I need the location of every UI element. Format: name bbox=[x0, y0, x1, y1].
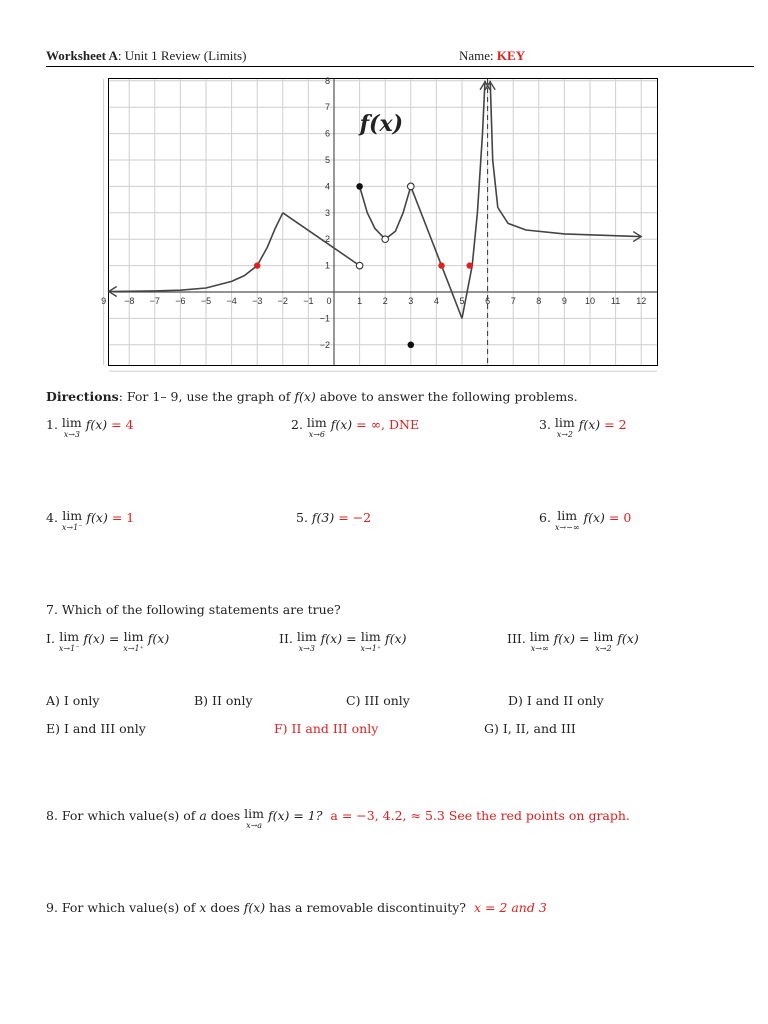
problem-text: does bbox=[206, 808, 245, 823]
x-tick-label: −5 bbox=[200, 296, 212, 306]
directions-text-2: above to answer the following problems. bbox=[315, 389, 578, 404]
red-point bbox=[254, 262, 260, 268]
problem-8 bbox=[46, 808, 630, 830]
y-tick-label: 6 bbox=[324, 128, 330, 139]
x-tick-label: −1 bbox=[303, 296, 314, 306]
y-tick-label: 7 bbox=[324, 102, 330, 113]
x-tick-label: 4 bbox=[433, 296, 439, 306]
function-graph bbox=[101, 75, 657, 365]
x-tick-label: 9 bbox=[561, 296, 567, 306]
problem-answer: x = 2 and 3 bbox=[473, 900, 547, 915]
closed-point bbox=[356, 183, 363, 190]
statement-expression: f(x) = bbox=[316, 631, 361, 646]
limit-operator: lim x→−∞ bbox=[554, 508, 580, 532]
x-tick-label: −3 bbox=[252, 296, 263, 306]
graph-frame bbox=[101, 75, 658, 366]
graph-title: f(x) bbox=[359, 110, 404, 137]
statement-number: II. bbox=[279, 631, 293, 646]
problem-number: 1. bbox=[46, 417, 58, 432]
problem-6 bbox=[539, 510, 631, 532]
problem-expression: f(x) bbox=[579, 510, 609, 525]
y-tick-label: 2 bbox=[324, 234, 330, 245]
problem-answer: = 2 bbox=[604, 417, 627, 432]
problem-number: 2. bbox=[291, 417, 303, 432]
name-value: KEY bbox=[496, 48, 526, 63]
problem-4 bbox=[46, 510, 134, 532]
worksheet-heading bbox=[46, 48, 246, 64]
statement-1 bbox=[46, 631, 169, 653]
problem-variable: x bbox=[199, 900, 207, 915]
problem-function: f(x) bbox=[243, 900, 266, 915]
statement-number: III. bbox=[507, 631, 526, 646]
closed-point bbox=[408, 342, 415, 349]
x-tick-label: 0 bbox=[326, 296, 332, 306]
problem-text: 8. For which value(s) of bbox=[46, 808, 200, 823]
y-tick-label: 5 bbox=[324, 155, 330, 165]
x-tick-label: 10 bbox=[584, 296, 596, 306]
limit-operator: lim x→3 bbox=[61, 415, 82, 439]
statement-3 bbox=[507, 631, 639, 653]
y-tick-label: 4 bbox=[324, 181, 330, 192]
x-tick-label: −2 bbox=[277, 296, 288, 306]
curve-segment bbox=[462, 81, 485, 319]
red-point bbox=[466, 262, 472, 268]
problem-1 bbox=[46, 417, 134, 439]
x-tick-label: 7 bbox=[510, 296, 516, 306]
choice-f-answer: F) II and III only bbox=[274, 721, 379, 736]
name-label: Name: bbox=[459, 48, 497, 63]
problem-expression: f(x) bbox=[81, 417, 112, 432]
problem-answer: = 4 bbox=[111, 417, 134, 432]
problem-number: 6. bbox=[539, 510, 551, 525]
y-tick-label: −1 bbox=[319, 313, 330, 324]
problem-answer: = 0 bbox=[608, 510, 632, 525]
choice-b: B) II only bbox=[194, 693, 253, 708]
directions-text: : For 1– 9, use the graph of bbox=[118, 389, 295, 404]
problem-text: 9. For which value(s) of bbox=[46, 900, 200, 915]
x-tick-label: 5 bbox=[459, 296, 465, 306]
header-rule bbox=[46, 66, 754, 67]
problem-expression: f(x) bbox=[82, 510, 112, 525]
x-tick-label: 6 bbox=[485, 296, 491, 306]
directions-label: Directions bbox=[46, 389, 119, 404]
statement-expression: f(x) = bbox=[79, 631, 124, 646]
curve-segment bbox=[109, 213, 283, 292]
x-tick-label: −8 bbox=[124, 296, 135, 306]
directions-fx: f(x) bbox=[294, 389, 316, 404]
problem-7-question: 7. Which of the following statements are true? bbox=[46, 602, 341, 617]
choice-c: C) III only bbox=[346, 693, 410, 708]
worksheet-title: : Unit 1 Review (Limits) bbox=[117, 48, 247, 63]
choice-d: D) I and II only bbox=[508, 693, 604, 708]
limit-operator: lim x→6 bbox=[306, 415, 327, 439]
x-tick-label: 2 bbox=[382, 296, 388, 306]
choice-g: G) I, II, and III bbox=[484, 721, 576, 736]
limit-operator: lim x→∞ bbox=[529, 629, 550, 653]
problem-9 bbox=[46, 900, 547, 915]
y-tick-label: 8 bbox=[324, 75, 330, 86]
problem-number: 4. bbox=[46, 510, 58, 525]
statement-expression: f(x) bbox=[381, 631, 407, 646]
problem-variable: a bbox=[199, 808, 207, 823]
directions bbox=[46, 389, 578, 404]
limit-operator: lim x→1⁺ bbox=[360, 629, 382, 653]
limit-operator: lim x→3 bbox=[296, 629, 317, 653]
problem-number: 5. bbox=[296, 510, 308, 525]
choice-a: A) I only bbox=[46, 693, 100, 708]
x-tick-label: 8 bbox=[536, 296, 542, 306]
open-point bbox=[356, 262, 363, 269]
statement-number: I. bbox=[46, 631, 55, 646]
x-tick-label: −6 bbox=[175, 296, 186, 306]
worksheet-label: Worksheet A bbox=[46, 48, 118, 63]
limit-operator: lim x→1⁻ bbox=[61, 508, 83, 532]
x-tick-label: 11 bbox=[610, 296, 621, 306]
problem-answer: = 1 bbox=[111, 510, 135, 525]
statement-2 bbox=[279, 631, 406, 653]
problem-text: does bbox=[206, 900, 244, 915]
limit-operator: lim x→1⁻ bbox=[58, 629, 80, 653]
y-tick-label: 1 bbox=[324, 260, 330, 271]
problem-expression: f(3) bbox=[307, 510, 339, 525]
problem-expression: f(x) bbox=[326, 417, 357, 432]
problem-answer: = −2 bbox=[338, 510, 372, 525]
problem-expression: f(x) = 1? bbox=[263, 808, 323, 823]
problem-5 bbox=[296, 510, 371, 525]
statement-expression: f(x) = bbox=[549, 631, 594, 646]
open-point bbox=[408, 183, 415, 190]
name-field bbox=[459, 48, 525, 64]
y-tick-label: −2 bbox=[319, 339, 330, 350]
problem-answer: a = −3, 4.2, ≈ 5.3 See the red points on graph. bbox=[330, 808, 630, 823]
problem-text: has a removable discontinuity? bbox=[265, 900, 466, 915]
problem-2 bbox=[291, 417, 419, 439]
x-tick-label: 9 bbox=[101, 296, 107, 306]
x-tick-label: 12 bbox=[636, 296, 647, 306]
problem-expression: f(x) bbox=[574, 417, 605, 432]
problem-answer: = ∞, DNE bbox=[356, 417, 420, 432]
limit-operator: lim x→1⁺ bbox=[123, 629, 144, 653]
red-point bbox=[438, 262, 444, 268]
x-tick-label: −4 bbox=[226, 296, 237, 306]
x-tick-label: 3 bbox=[408, 296, 414, 306]
open-point bbox=[382, 236, 389, 243]
statement-expression: f(x) bbox=[143, 631, 170, 646]
x-tick-label: −7 bbox=[149, 296, 160, 306]
y-tick-label: 3 bbox=[324, 207, 330, 218]
limit-operator: lim x→2 bbox=[554, 415, 575, 439]
limit-operator: lim x→a bbox=[244, 806, 264, 830]
problem-3 bbox=[539, 417, 627, 439]
x-tick-label: 1 bbox=[357, 296, 363, 306]
choice-e: E) I and III only bbox=[46, 721, 146, 736]
limit-operator: lim x→2 bbox=[593, 629, 614, 653]
problem-number: 3. bbox=[539, 417, 551, 432]
statement-expression: f(x) bbox=[613, 631, 639, 646]
